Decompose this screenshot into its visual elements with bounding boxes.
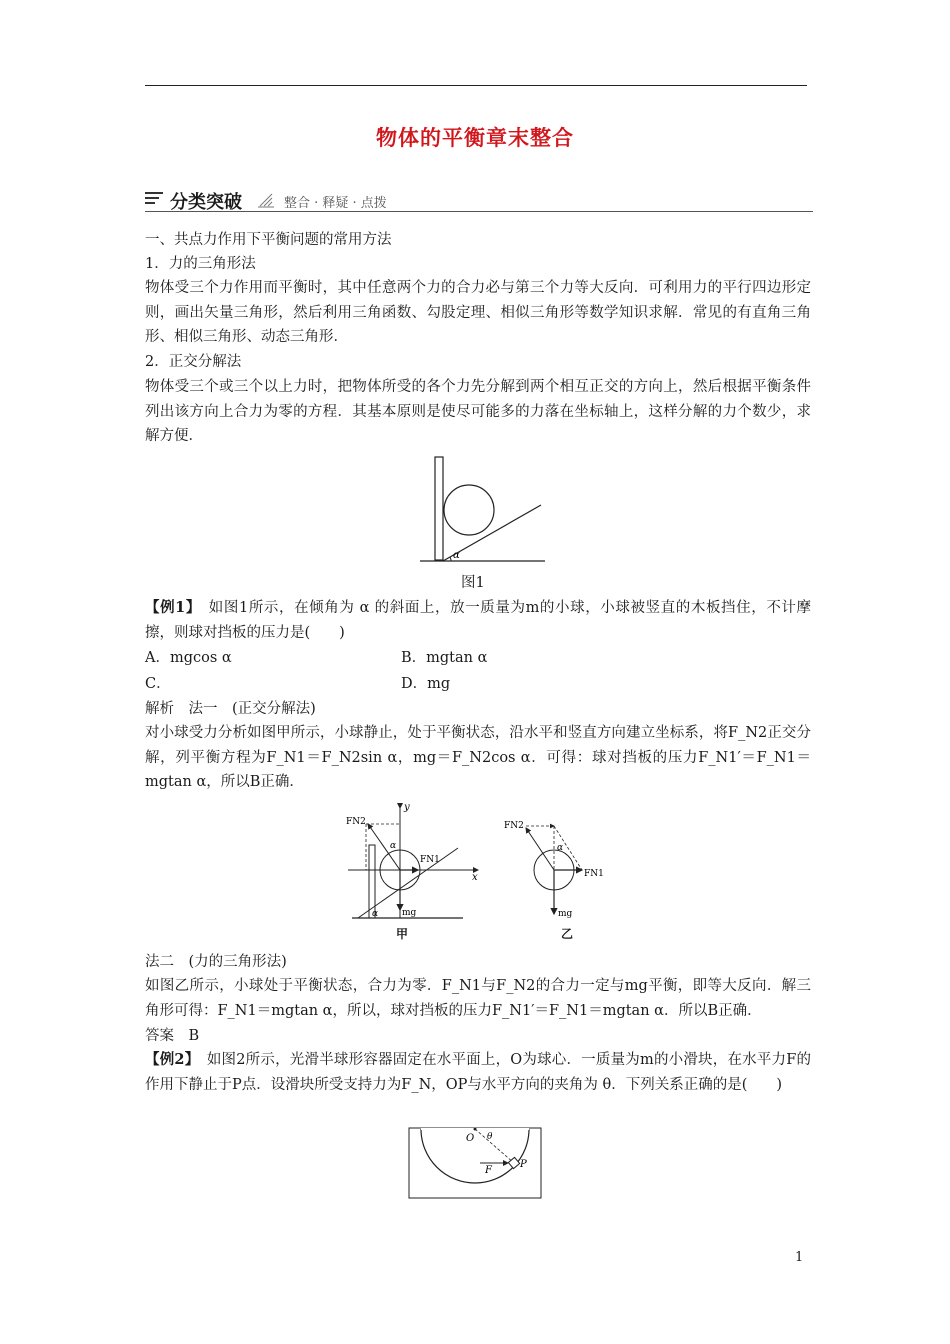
jia-x-label: x [472,872,478,883]
method2-heading: 法二 (力的三角形法) [145,954,287,970]
figure2-o-label: O [466,1133,475,1144]
section-subheading: 整合 · 释疑 · 点拨 [284,196,387,211]
option-b: B．mgtan α [401,650,488,666]
top-rule [145,85,807,86]
example1-question: 如图1所示，在倾角为 α 的斜面上，放一质量为m的小球，小球被竖直的木板挡住，不计摩擦，则球对挡板的压力是( ) [145,600,812,641]
analysis-heading: 解析 法一 (正交分解法) [145,701,316,717]
figure2-p-label: P [520,1159,527,1170]
figure-yi-diagram [500,812,610,922]
section-lines-icon [145,190,163,208]
figure1-alpha-label: α [453,550,460,561]
method1-text: 物体受三个力作用而平衡时，其中任意两个力的合力必与第三个力等大反向．可利用力的平行四边形定则，画出矢量三角形，然后利用三角函数、勾股定理、相似三角形等数学知识求解．常见的有直角三角形、相似三角形、动态三角形． [145,280,811,345]
figure2-theta-label: θ [487,1132,493,1142]
figure-jia-caption: 甲 [396,927,409,941]
section-heading: 分类突破 [170,192,242,213]
example1-text [145,596,811,645]
example2-question: 如图2所示，光滑半球形容器固定在水平面上，O为球心．一质量为m的小滑块，在水平力F的作用下静止于P点．设滑块所受支持力为F_N，OP与水平方向的夹角为 θ．下列关系正确的是( ) [145,1052,812,1093]
option-c: C． [145,676,171,692]
section-rule [145,211,813,212]
section-stripes-icon [258,192,274,208]
jia-mg-label: mg [402,908,417,918]
example1-answer: 答案 B [145,1028,200,1044]
jia-fn1-label: FN1 [420,855,440,865]
figure1-diagram [415,455,545,565]
example2-label: 【例2】 [145,1051,193,1068]
option-d: D．mg [401,676,451,692]
yi-fn2-label: FN2 [504,821,524,831]
method2-title: 2．正交分解法 [145,354,242,370]
figure-jia-diagram [338,800,488,925]
figure2-diagram [408,1127,542,1199]
yi-alpha-label: α [557,843,564,853]
example1-label: 【例1】 [145,599,194,616]
yi-fn1-label: FN1 [584,869,604,879]
page-title: 物体的平衡章末整合 [376,126,574,150]
analysis-method1: 对小球受力分析如图甲所示，小球静止，处于平衡状态，沿水平和竖直方向建立坐标系，将F_N2正交分解，列平衡方程为F_N1＝F_N2sin α，mg＝F_N2cos α．可得：球对挡板的压力F_N1′＝F_N1＝mgtan α，所以B正确． [145,725,811,790]
part1-heading: 一、共点力作用下平衡问题的常用方法 [145,232,392,248]
option-a: A．mgcos α [145,650,232,666]
analysis-method2: 如图乙所示，小球处于平衡状态，合力为零．F_N1与F_N2的合力一定与mg平衡，即等大反向．解三角形可得：F_N1＝mgtan α，所以，球对挡板的压力F_N1′＝F_N1＝mgtan α．所以B正确． [145,978,811,1019]
method2-text: 物体受三个或三个以上力时，把物体所受的各个力先分解到两个相互正交的方向上，然后根据平衡条件列出该方向上合力为零的方程．其基本原则是使尽可能多的力落在坐标轴上，这样分解的力个数少，求解方便． [145,379,811,444]
jia-alpha-top-label: α [390,841,397,851]
figure2-f-label: F [485,1165,492,1176]
jia-y-label: y [404,802,410,813]
jia-alpha-bottom-label: α [372,909,379,919]
example2-text [145,1048,811,1097]
figure1-caption: 图1 [461,575,485,591]
yi-mg-label: mg [558,909,573,919]
page-number: 1 [795,1250,804,1265]
method1-title: 1．力的三角形法 [145,256,256,272]
figure-yi-caption: 乙 [561,927,574,941]
jia-fn2-label: FN2 [346,817,366,827]
